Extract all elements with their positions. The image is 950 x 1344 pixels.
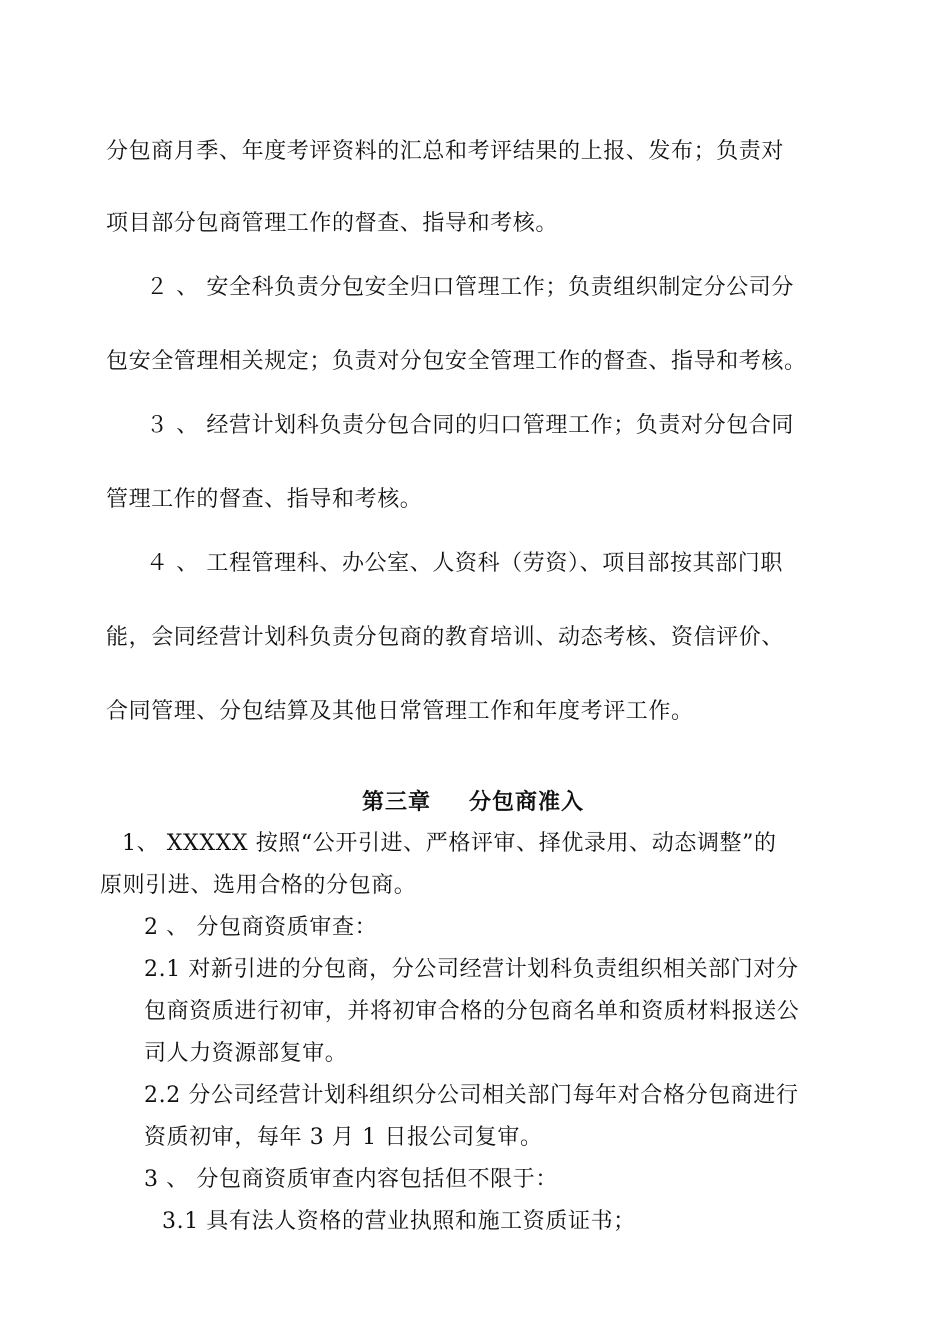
paragraph-line: 能，会同经营计划科负责分包商的教育培训、动态考核、资信评价、 bbox=[106, 625, 785, 650]
paragraph-line: 项目部分包商管理工作的督查、指导和考核。 bbox=[106, 211, 559, 236]
paragraph-line: ４ 、 工程管理科、办公室、人资科（劳资）、项目部按其部门职 bbox=[146, 551, 783, 576]
paragraph-line: 包安全管理相关规定；负责对分包安全管理工作的督查、指导和考核。 bbox=[106, 349, 807, 374]
paragraph-line: 2.2 分公司经营计划科组织分公司相关部门每年对合格分包商进行 bbox=[144, 1083, 799, 1108]
paragraph-line: 2 、 分包商资质审查： bbox=[144, 915, 378, 940]
paragraph-line: 3 、 分包商资质审查内容包括但不限于： bbox=[144, 1167, 558, 1192]
paragraph-line: 1、 XXXXX 按照“公开引进、严格评审、择优录用、动态调整”的 bbox=[122, 831, 777, 856]
paragraph-line: 3.1 具有法人资格的营业执照和施工资质证书； bbox=[162, 1209, 636, 1234]
paragraph-line: 包商资质进行初审，并将初审合格的分包商名单和资质材料报送公 bbox=[144, 999, 800, 1024]
chapter-number: 第三章 bbox=[362, 789, 432, 815]
paragraph-line: ２ 、 安全科负责分包安全归口管理工作；负责组织制定分公司分 bbox=[146, 275, 794, 300]
chapter-title: 分包商准入 bbox=[469, 789, 585, 815]
paragraph-line: 资质初审，每年 3 月 1 日报公司复审。 bbox=[144, 1125, 543, 1150]
paragraph-line: 合同管理、分包结算及其他日常管理工作和年度考评工作。 bbox=[106, 699, 694, 724]
paragraph-line: 原则引进、选用合格的分包商。 bbox=[100, 873, 417, 898]
paragraph-line: 2.1 对新引进的分包商，分公司经营计划科负责组织相关部门对分 bbox=[144, 957, 799, 982]
paragraph-line: 管理工作的督查、指导和考核。 bbox=[106, 487, 423, 512]
paragraph-line: 司人力资源部复审。 bbox=[144, 1041, 348, 1066]
chapter-heading bbox=[362, 787, 584, 817]
paragraph-line: ３ 、 经营计划科负责分包合同的归口管理工作；负责对分包合同 bbox=[146, 413, 794, 438]
paragraph-line: 分包商月季、年度考评资料的汇总和考评结果的上报、发布；负责对 bbox=[106, 139, 785, 164]
